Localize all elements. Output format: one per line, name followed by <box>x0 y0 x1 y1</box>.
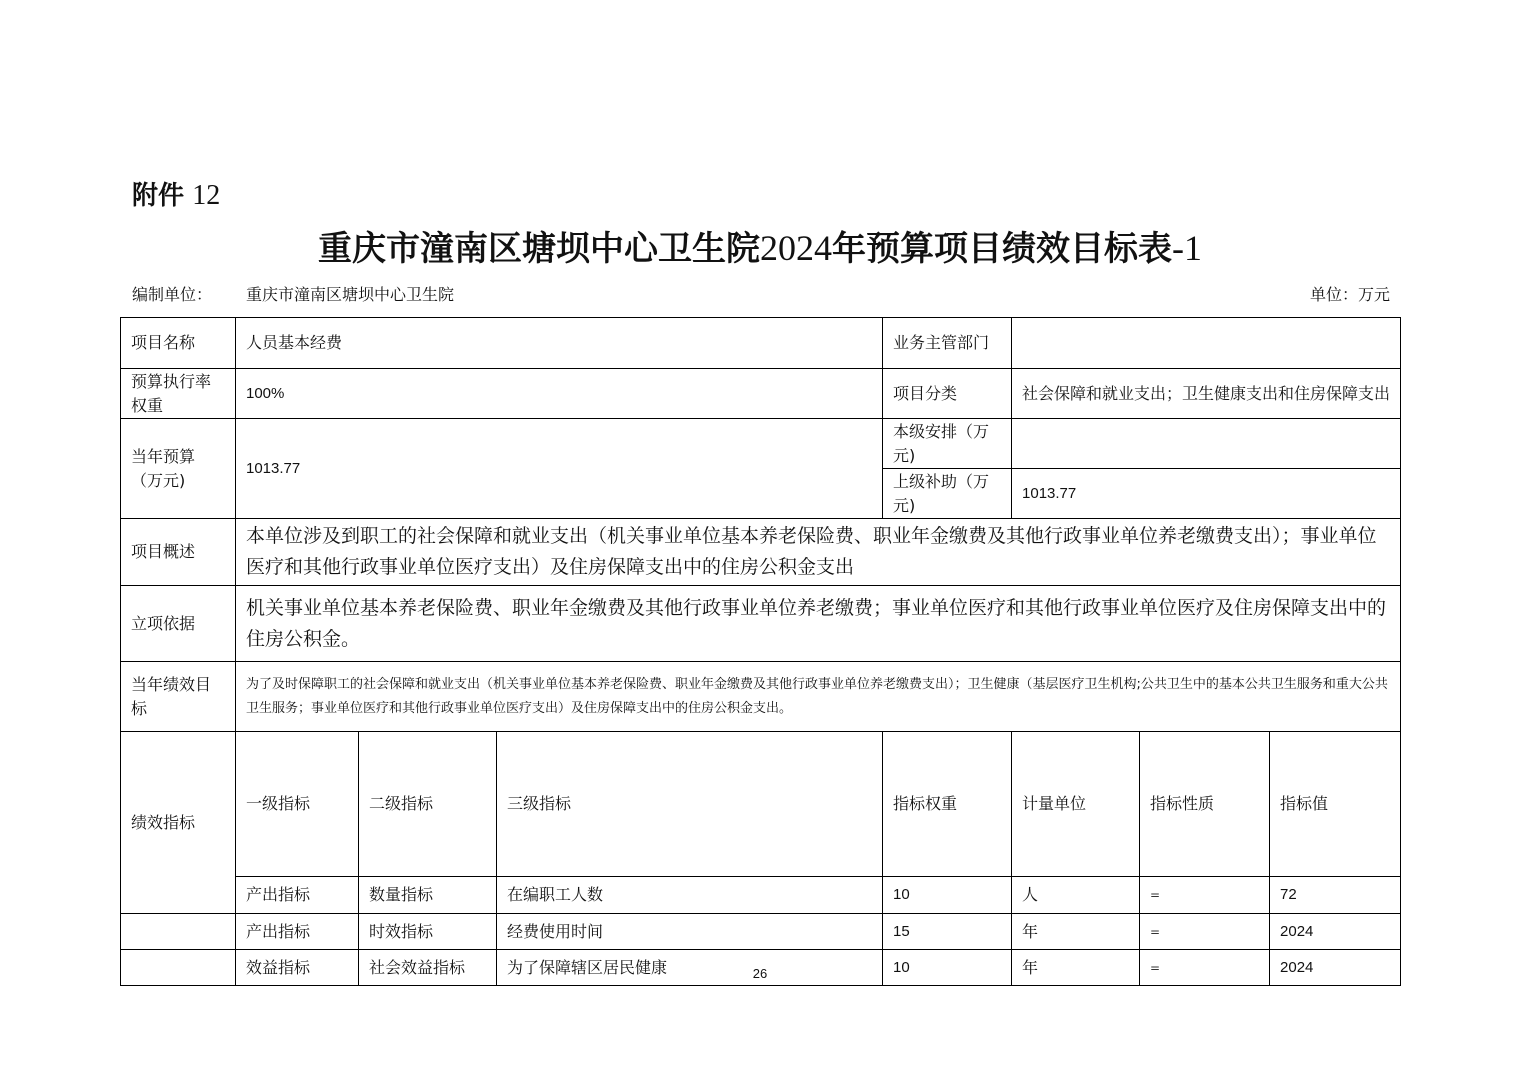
cell: 10 <box>883 950 1012 986</box>
cell: 72 <box>1270 877 1401 914</box>
cell: 产出指标 <box>236 877 359 914</box>
cell: 2024 <box>1270 914 1401 950</box>
table-row <box>121 586 1401 662</box>
title-suffix: 年预算项目绩效目标表 <box>832 229 1172 269</box>
page-number: 26 <box>752 966 768 981</box>
header-cell: 一级指标 <box>236 732 359 877</box>
performance-table <box>120 317 1400 986</box>
overview-label: 项目概述 <box>121 519 236 586</box>
cell: 效益指标 <box>236 950 359 986</box>
cell: = <box>1140 877 1270 914</box>
table-row <box>121 519 1401 586</box>
category-label: 项目分类 <box>883 369 1012 419</box>
cell: 15 <box>883 914 1012 950</box>
table-row <box>121 419 1401 469</box>
attachment-number: 12 <box>192 180 221 211</box>
header-cell: 指标值 <box>1270 732 1401 877</box>
budget-label: 当年预算（万元) <box>121 419 236 519</box>
title-year: 2024 <box>760 228 832 268</box>
cell: = <box>1140 914 1270 950</box>
dept-value <box>1012 318 1401 369</box>
unit-label: 单位：万元 <box>1309 285 1390 304</box>
cell: 产出指标 <box>236 914 359 950</box>
document-title <box>0 224 1520 273</box>
project-name-label: 项目名称 <box>121 318 236 369</box>
table-row <box>121 732 1401 877</box>
header-cell: 计量单位 <box>1012 732 1140 877</box>
weight-label: 预算执行率权重 <box>121 369 236 419</box>
overview-value: 本单位涉及到职工的社会保障和就业支出（机关事业单位基本养老保险费、职业年金缴费及其他行政事业单位养老缴费支出）；事业单位医疗和其他行政事业单位医疗支出）及住房保障支出中的住房公积金支出 <box>236 519 1401 586</box>
weight-value: 100% <box>236 369 883 419</box>
cell: 人 <box>1012 877 1140 914</box>
goal-label: 当年绩效目标 <box>121 662 236 732</box>
table-row <box>121 318 1401 369</box>
indicators-label: 绩效指标 <box>121 732 236 914</box>
header-cell: 二级指标 <box>359 732 497 877</box>
cell: 经费使用时间 <box>497 914 883 950</box>
cell: 在编职工人数 <box>497 877 883 914</box>
goal-value: 为了及时保障职工的社会保障和就业支出（机关事业单位基本养老保险费、职业年金缴费及其他行政事业单位养老缴费支出）；卫生健康（基层医疗卫生机构;公共卫生中的基本公共卫生服务和重大公共卫生服务；事业单位医疗和其他行政事业单位医疗支出）及住房保障支出中的住房公积金支出。 <box>236 662 1401 732</box>
upper-value: 1013.77 <box>1012 469 1401 519</box>
table-row <box>121 877 1401 914</box>
cell: 数量指标 <box>359 877 497 914</box>
table-row <box>121 369 1401 419</box>
document-meta <box>132 282 1390 308</box>
local-label: 本级安排（万元) <box>883 419 1012 469</box>
attachment-label: 附件 <box>132 181 185 211</box>
local-value <box>1012 419 1401 469</box>
empty-cell <box>121 914 236 950</box>
basis-label: 立项依据 <box>121 586 236 662</box>
header-cell: 指标权重 <box>883 732 1012 877</box>
org-label: 编制单位： <box>132 285 213 304</box>
header-cell: 指标性质 <box>1140 732 1270 877</box>
cell: = <box>1140 950 1270 986</box>
cell: 年 <box>1012 950 1140 986</box>
org-value: 重庆市潼南区塘坝中心卫生院 <box>246 285 455 304</box>
cell: 年 <box>1012 914 1140 950</box>
category-value: 社会保障和就业支出；卫生健康支出和住房保障支出 <box>1012 369 1401 419</box>
cell: 10 <box>883 877 1012 914</box>
cell: 2024 <box>1270 950 1401 986</box>
title-index: -1 <box>1172 228 1202 268</box>
table-row <box>121 662 1401 732</box>
dept-label: 业务主管部门 <box>883 318 1012 369</box>
title-prefix: 重庆市潼南区塘坝中心卫生院 <box>318 229 760 269</box>
upper-label: 上级补助（万元) <box>883 469 1012 519</box>
attachment-heading <box>132 178 220 214</box>
table-row <box>121 914 1401 950</box>
cell: 时效指标 <box>359 914 497 950</box>
budget-value: 1013.77 <box>236 419 883 519</box>
basis-value: 机关事业单位基本养老保险费、职业年金缴费及其他行政事业单位养老缴费；事业单位医疗和其他行政事业单位医疗及住房保障支出中的住房公积金。 <box>236 586 1401 662</box>
cell: 社会效益指标 <box>359 950 497 986</box>
header-cell: 三级指标 <box>497 732 883 877</box>
project-name-value: 人员基本经费 <box>236 318 883 369</box>
cell: 为了保障辖区居民健康 <box>497 950 883 986</box>
